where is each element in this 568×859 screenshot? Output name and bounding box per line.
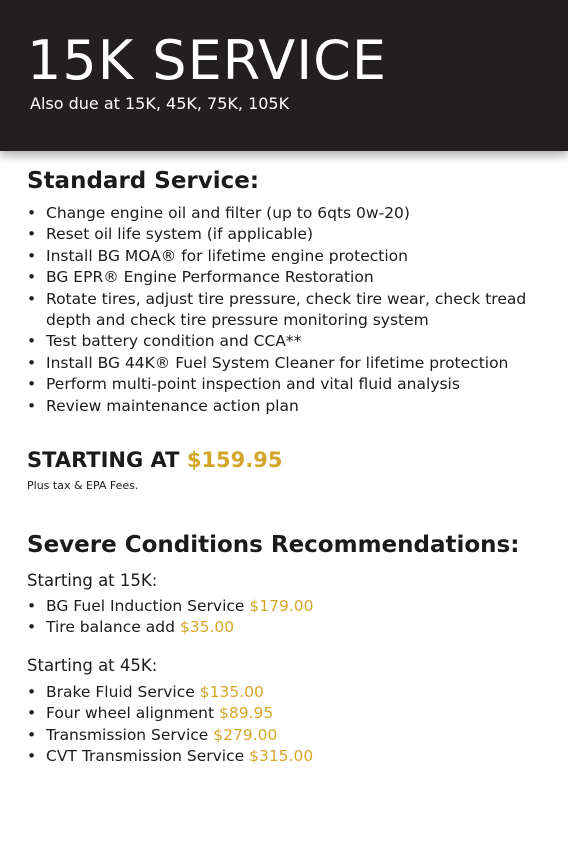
- standard-service-list: [26, 203, 526, 417]
- severe-45k-list: [26, 682, 313, 768]
- group-heading-15k: Starting at 15K:: [27, 571, 158, 590]
- item-price: $135.00: [199, 683, 264, 701]
- list-item: • BG Fuel Induction Service $179.00: [26, 596, 313, 617]
- list-item: • Test battery condition and CCA**: [26, 331, 526, 352]
- severe-15k-list: [26, 596, 313, 639]
- starting-price-value: $159.95: [186, 448, 283, 472]
- item-price: $89.95: [219, 704, 274, 723]
- tax-note: Plus tax & EPA Fees.: [27, 479, 139, 492]
- list-item: • Brake Fluid Service $135.00: [26, 682, 313, 703]
- starting-label: STARTING AT: [27, 448, 187, 472]
- item-price: $35.00: [179, 618, 235, 637]
- severe-conditions-heading: Severe Conditions Recommendations:: [27, 532, 520, 558]
- list-item: • CVT Transmission Service $315.00: [26, 746, 313, 767]
- list-item: • Tire balance add $35.00: [26, 617, 313, 638]
- group-heading-45k: Starting at 45K:: [27, 656, 158, 675]
- standard-service-heading: Standard Service:: [27, 168, 260, 194]
- list-item: • Install BG 44K® Fuel System Cleaner for lifetime protection: [26, 353, 526, 374]
- list-item-continuation: depth and check tire pressure monitoring system: [46, 311, 429, 330]
- starting-price: [27, 448, 282, 472]
- list-item: • Perform multi-point inspection and vital fluid analysis: [26, 374, 526, 395]
- list-item: • Install BG MOA® for lifetime engine protection: [26, 246, 526, 267]
- list-item: • Reset oil life system (if applicable): [26, 224, 526, 245]
- list-item: • Change engine oil and filter (up to 6qts 0w-20): [26, 203, 526, 224]
- page-title: 15K SERVICE: [27, 29, 387, 92]
- list-item: • Rotate tires, adjust tire pressure, check tire wear, check tread: [26, 289, 526, 310]
- list-item: • Four wheel alignment $89.95: [26, 703, 313, 724]
- list-item: • BG EPR® Engine Performance Restoration: [26, 267, 526, 288]
- header-banner: [0, 0, 568, 151]
- item-price: $179.00: [249, 597, 314, 615]
- list-item: • Review maintenance action plan: [26, 396, 526, 417]
- item-price: $315.00: [249, 747, 314, 766]
- item-price: $279.00: [213, 725, 278, 744]
- list-item: • Transmission Service $279.00: [26, 725, 313, 746]
- page-subtitle: Also due at 15K, 45K, 75K, 105K: [30, 94, 290, 113]
